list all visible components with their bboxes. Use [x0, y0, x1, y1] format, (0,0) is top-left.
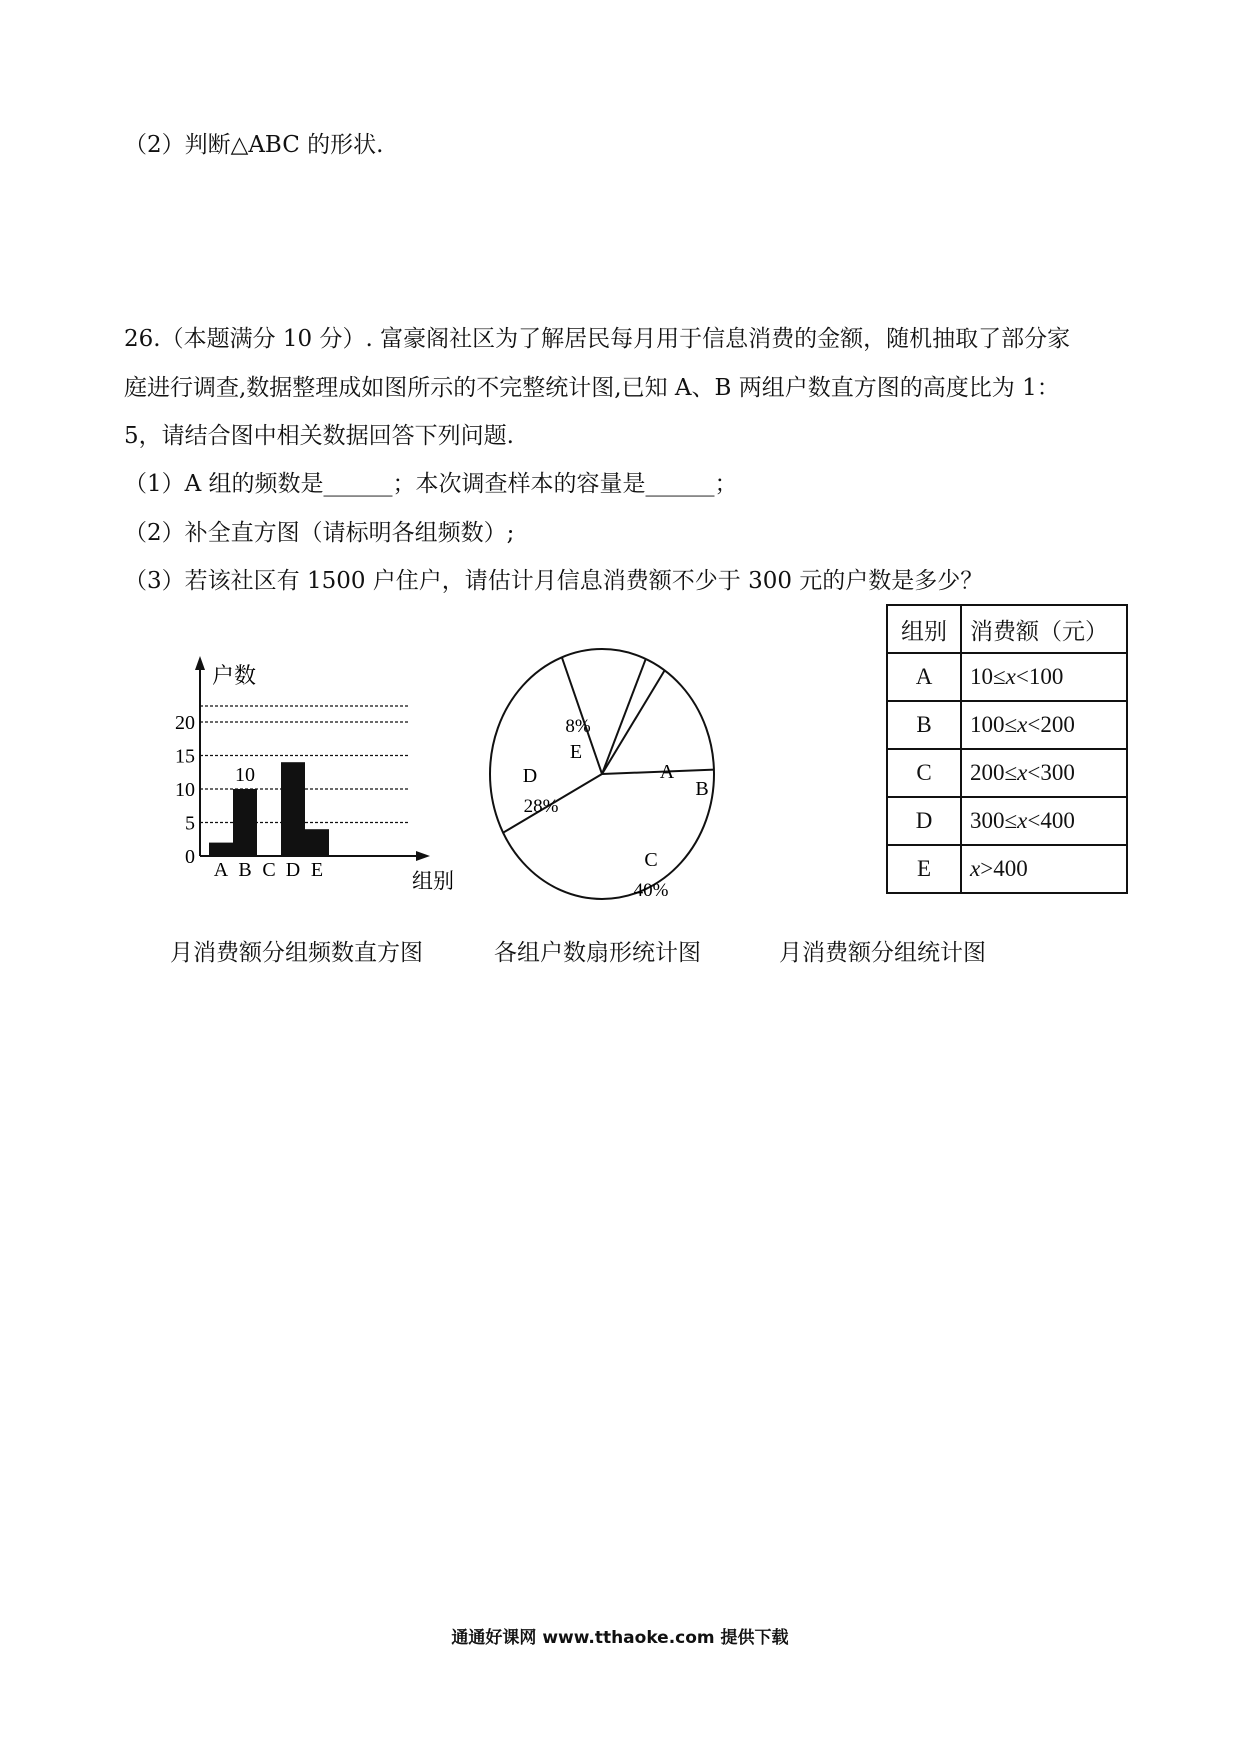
- slice-boundary: [602, 670, 665, 774]
- data-label: 10: [235, 764, 255, 786]
- y-tick-label: 20: [175, 712, 195, 734]
- table-header-row: [887, 605, 1127, 653]
- slice-label: A: [659, 761, 675, 783]
- bar: [209, 843, 233, 856]
- pie-caption: 各组户数扇形统计图: [494, 940, 701, 966]
- slice-percent-label: 8%: [565, 716, 591, 737]
- previous-question-part: （2）判断△ABC 的形状.: [124, 132, 384, 158]
- bar: [305, 829, 329, 856]
- x-tick-label: A: [213, 859, 229, 881]
- y-tick-label: 15: [175, 745, 195, 768]
- table-cell-group: C: [887, 749, 961, 797]
- table-cell-group: A: [887, 653, 961, 701]
- x-tick-label: D: [285, 859, 301, 881]
- slice-boundary: [602, 659, 646, 774]
- x-axis-arrow: [416, 851, 430, 861]
- slice-label: B: [695, 778, 709, 800]
- bar: [281, 762, 305, 856]
- y-tick-label: 5: [185, 812, 195, 835]
- question-intro-line-2: 庭进行调查,数据整理成如图所示的不完整统计图,已知 A、B 两组户数直方图的高度比为 1：: [124, 375, 1060, 401]
- x-tick-label: E: [310, 859, 324, 881]
- histogram-chart: [160, 650, 460, 900]
- x-tick-label: C: [262, 859, 276, 881]
- table-cell-range: 100≤x<200: [961, 701, 1127, 749]
- slice-boundary: [602, 770, 714, 774]
- x-axis-label: 组别: [412, 869, 454, 893]
- slice-label: C: [644, 849, 658, 871]
- table-header-group: 组别: [887, 605, 961, 653]
- question-part-1: （1）A 组的频数是______；本次调查样本的容量是______；: [124, 471, 738, 497]
- table-cell-range: x>400: [961, 845, 1127, 893]
- table-cell-group: B: [887, 701, 961, 749]
- y-axis-label: 户数: [212, 663, 257, 688]
- question-intro-line-1: 26.（本题满分 10 分）. 富豪阁社区为了解居民每月用于信息消费的金额，随机抽取了部分家: [124, 326, 1071, 352]
- table-cell-range: 10≤x<100: [961, 653, 1127, 701]
- table-cell-group: E: [887, 845, 961, 893]
- y-axis-arrow: [195, 656, 205, 670]
- x-tick-label: B: [238, 859, 252, 881]
- table-row: [887, 845, 1127, 893]
- histogram-caption: 月消费额分组频数直方图: [170, 940, 423, 966]
- table-row: [887, 797, 1127, 845]
- table-header-amount: 消费额（元）: [961, 605, 1127, 653]
- slice-percent-label: 28%: [523, 796, 559, 817]
- table-row: [887, 749, 1127, 797]
- question-part-2: （2）补全直方图（请标明各组频数）;: [124, 520, 515, 546]
- slice-label: D: [522, 765, 538, 787]
- y-tick-label: 10: [175, 779, 195, 801]
- slice-percent-label: 40%: [633, 880, 669, 901]
- slice-label: E: [569, 741, 583, 763]
- bar: [233, 789, 257, 856]
- table-row: [887, 653, 1127, 701]
- table-cell-range: 300≤x<400: [961, 797, 1127, 845]
- group-range-table: [886, 604, 1128, 894]
- table-cell-group: D: [887, 797, 961, 845]
- footer-source: 通通好课网 www.tthaoke.com 提供下载: [451, 1628, 789, 1648]
- table-cell-range: 200≤x<300: [961, 749, 1127, 797]
- pie-chart: [480, 645, 725, 910]
- table-row: [887, 701, 1127, 749]
- y-tick-label: 0: [185, 846, 195, 868]
- table-caption: 月消费额分组统计图: [779, 940, 986, 966]
- question-part-3: （3）若该社区有 1500 户住户，请估计月信息消费额不少于 300 元的户数是多少？: [124, 568, 984, 594]
- question-intro-line-3: 5，请结合图中相关数据回答下列问题.: [124, 423, 514, 449]
